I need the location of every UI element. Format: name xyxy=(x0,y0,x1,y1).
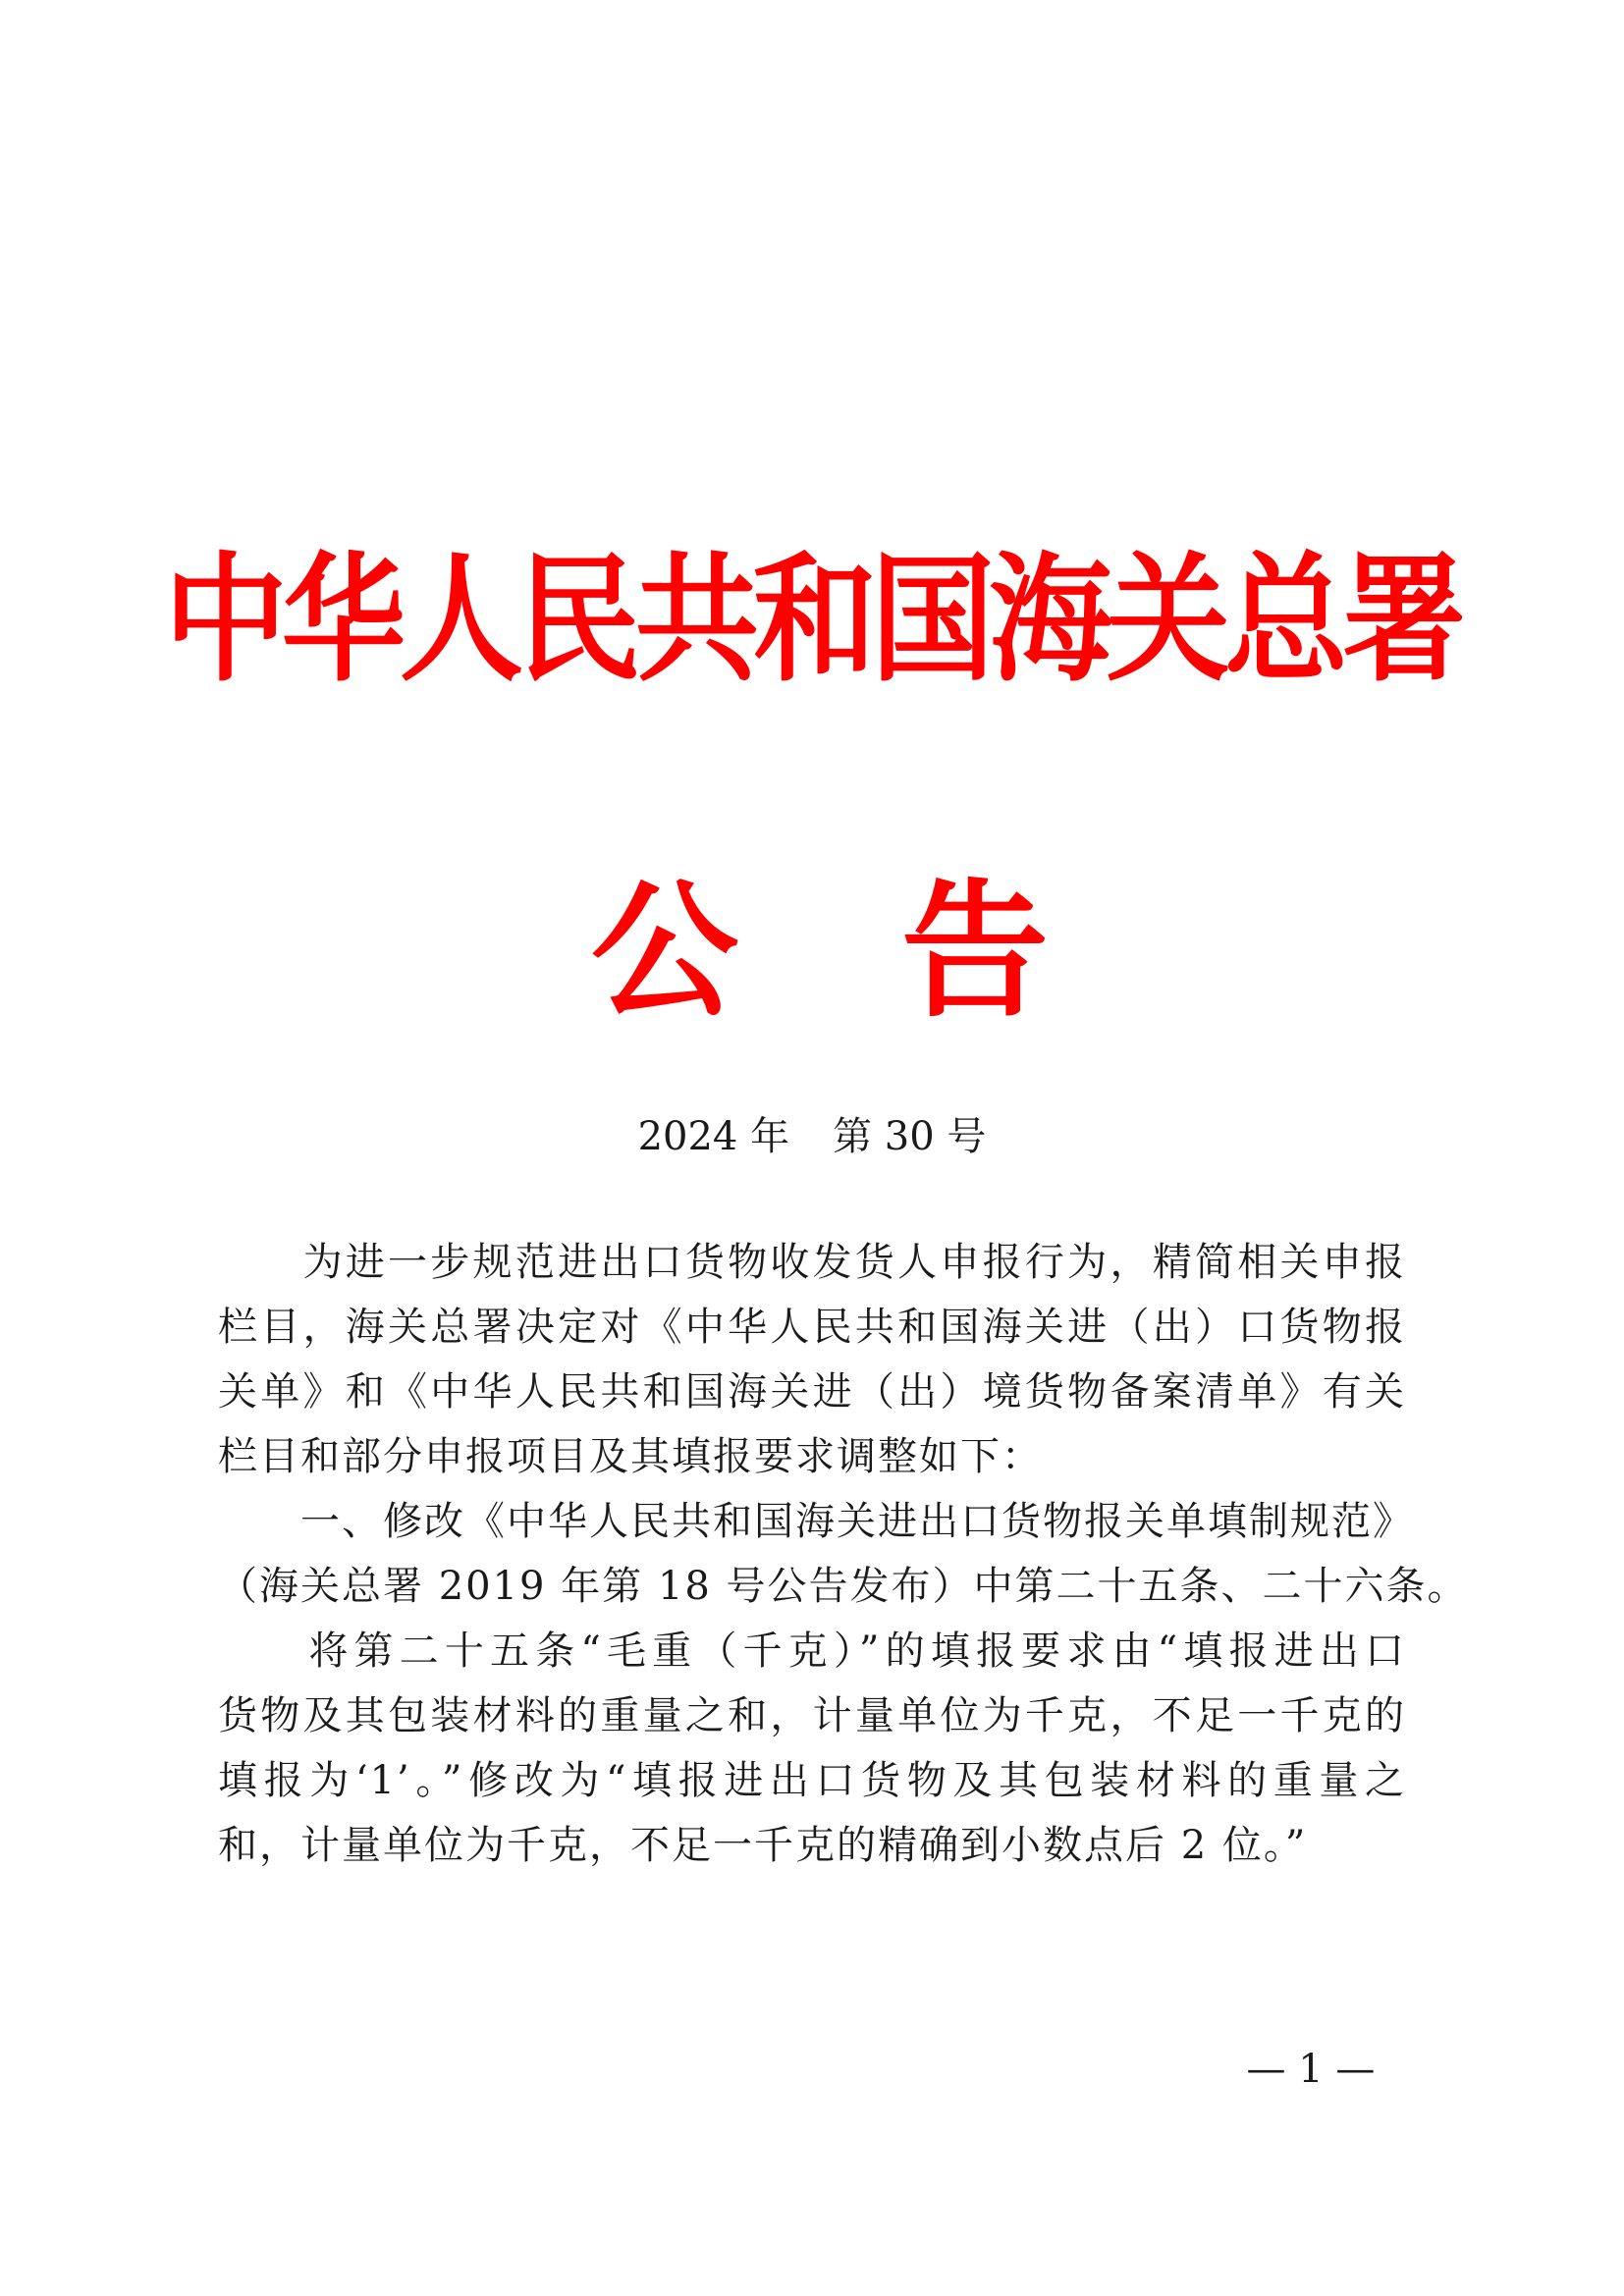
document-serial: 第 30 号 xyxy=(833,1114,987,1159)
body-line-1: 为进一步规范进出口货物收发货人申报行为，精简相关申报 xyxy=(218,1240,1406,1285)
page-number: — 1 — xyxy=(1246,2047,1376,2092)
issuer-masthead: 中华人民共和国海关总署 xyxy=(164,539,1460,701)
body-line-4: 栏目和部分申报项目及其填报要求调整如下： xyxy=(218,1434,1043,1479)
body-line-5: 一、修改《中华人民共和国海关进出口货物报关单填制规范》 xyxy=(218,1499,1414,1544)
body-line-3: 关单》和《中华人民共和国海关进（出）境货物备案清单》有关 xyxy=(218,1369,1406,1415)
document-number xyxy=(0,1109,1624,1164)
announcement-body xyxy=(218,1230,1469,1878)
body-line-7: 将第二十五条“毛重（千克）”的填报要求由“填报进出口 xyxy=(218,1629,1406,1674)
body-line-2: 栏目，海关总署决定对《中华人民共和国海关进（出）口货物报 xyxy=(218,1305,1406,1350)
body-line-9: 填报为‘1’。”修改为“填报进出口货物及其包装材料的重量之 xyxy=(218,1758,1406,1803)
doc-type-gong: 公 xyxy=(591,867,739,1038)
body-line-6: （海关总署 2019 年第 18 号公告发布）中第二十五条、二十六条。 xyxy=(218,1564,1469,1609)
doc-type-gao: 告 xyxy=(901,867,1050,1038)
document-year: 2024 年 xyxy=(637,1114,790,1159)
body-line-10: 和，计量单位为千克，不足一千克的精确到小数点后 2 位。” xyxy=(218,1823,1308,1868)
body-line-8: 货物及其包装材料的重量之和，计量单位为千克，不足一千克的 xyxy=(218,1693,1406,1738)
